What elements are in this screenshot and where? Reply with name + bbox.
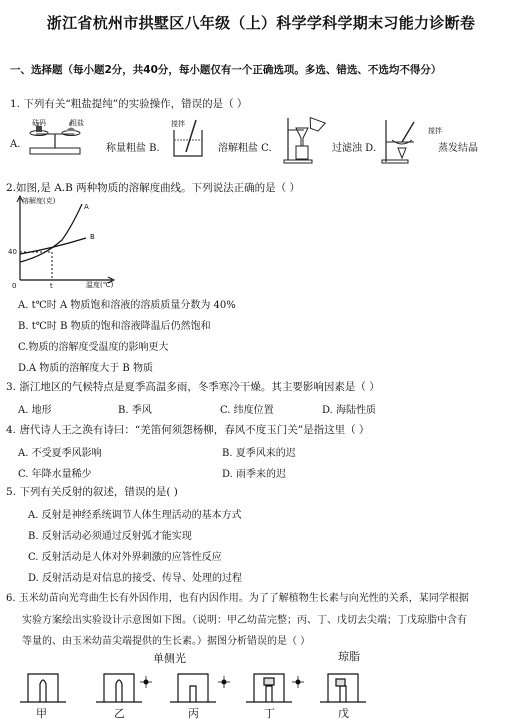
q1-option-d-text: 蒸发结晶 <box>438 143 478 154</box>
question-6-line-2: 实验方案绘出实验设计示意图如下图。（说明：甲乙幼苗完整；丙、丁、戊切去尖端；丁戊琼脂中含有 <box>22 615 467 626</box>
q3-option-a: A. 地形 <box>18 405 52 416</box>
question-2-stem: 2.如图,是 A.B 两种物质的溶解度曲线。下列说法正确的是（ ） <box>6 182 301 194</box>
q4-option-b: B. 夏季风来的迟 <box>222 448 296 459</box>
q4-option-d: D. 雨季来的迟 <box>222 469 287 480</box>
curve-a-label: A <box>84 203 89 211</box>
seedling-label-ding: 丁 <box>264 707 275 720</box>
question-5-stem: 5. 下列有关反射的叙述，错误的是( ) <box>6 486 178 498</box>
q4-option-a: A. 不受夏季风影响 <box>18 448 102 459</box>
curve-b-label: B <box>90 233 95 241</box>
seedling-label-yi: 乙 <box>114 707 125 720</box>
salt-label: 粗盐 <box>70 119 84 127</box>
q5-option-d: D. 反射活动是对信息的接受、传导、处理的过程 <box>28 573 243 584</box>
q3-option-d: D. 海陆性质 <box>322 405 377 416</box>
seedling-experiment-figure <box>0 662 522 708</box>
question-4-stem: 4. 唐代诗人王之涣有诗曰：“羌笛何须怨杨柳，春风不度玉门关”是指这里（ ） <box>6 424 370 436</box>
q1-option-a-text: 称量粗盐 B. <box>106 143 160 154</box>
q3-option-b: B. 季风 <box>118 405 152 416</box>
solubility-graph <box>4 196 116 288</box>
question-3-stem: 3. 浙江地区的气候特点是夏季高温多雨，冬季寒冷干燥。其主要影响因素是（ ） <box>6 381 380 393</box>
q5-option-a: A. 反射是神经系统调节人体生理活动的基本方式 <box>28 510 242 521</box>
question-6-line-3: 等量的、由玉米幼苗尖端提供的生长素。）据图分析错误的是（ ） <box>22 636 311 647</box>
q2-option-a: A. t℃时 A 物质饱和溶液的溶质质量分数为 40% <box>18 300 236 311</box>
q2-option-c: C.物质的溶解度受温度的影响更大 <box>18 342 169 353</box>
question-6-line-1: 6. 玉米幼苗向光弯曲生长有外因作用，也有内因作用。为了了解植物生长素与向光性的关系，某同学根据 <box>6 593 469 604</box>
seedling-label-jia: 甲 <box>36 707 47 720</box>
stir-label: 搅拌 <box>171 120 185 128</box>
q2-option-d: D.A 物质的溶解度大于 B 物质 <box>18 363 153 374</box>
weight-label: 砝码 <box>32 119 46 127</box>
q2-option-b: B. t℃时 B 物质的饱和溶液降温后仍然饱和 <box>18 321 211 332</box>
agar-label: 琼脂 <box>338 650 360 663</box>
unilateral-light-label: 单侧光 <box>153 652 186 665</box>
q5-option-b: B. 反射活动必须通过反射弧才能实现 <box>28 531 192 542</box>
seedling-label-wu: 戊 <box>338 707 349 720</box>
filtration-figure <box>282 116 332 164</box>
stir2-label: 搅拌 <box>428 127 442 135</box>
graph-ytick: 40 <box>8 248 17 256</box>
question-1-stem: 1. 下列有关“粗盐提纯”的实验操作，错误的是（ ） <box>10 98 248 110</box>
q5-option-c: C. 反射活动是人体对外界刺激的应答性反应 <box>28 552 222 563</box>
q1-option-a-letter: A. <box>10 139 21 150</box>
graph-xtick: t <box>50 282 53 290</box>
q1-option-c-text: 过滤浊 D. <box>332 143 377 154</box>
page-title: 浙江省杭州市拱墅区八年级（上）科学学科学期末习能力诊断卷 <box>46 14 476 32</box>
q1-option-b-text: 溶解粗盐 C. <box>218 143 272 154</box>
section-heading: 一、选择题（每小题2分，共40分，每小题仅有一个正确选项。多选、错选、不选均不得分） <box>10 64 442 76</box>
graph-origin: 0 <box>12 282 17 290</box>
q3-option-c: C. 纬度位置 <box>220 405 274 416</box>
evaporation-figure <box>380 118 430 164</box>
q4-option-c: C. 年降水量稀少 <box>18 469 92 480</box>
seedling-label-bing: 丙 <box>188 707 199 720</box>
graph-ylabel: 溶解度(克) <box>22 197 56 205</box>
graph-xlabel: 温度(℃) <box>86 281 114 289</box>
